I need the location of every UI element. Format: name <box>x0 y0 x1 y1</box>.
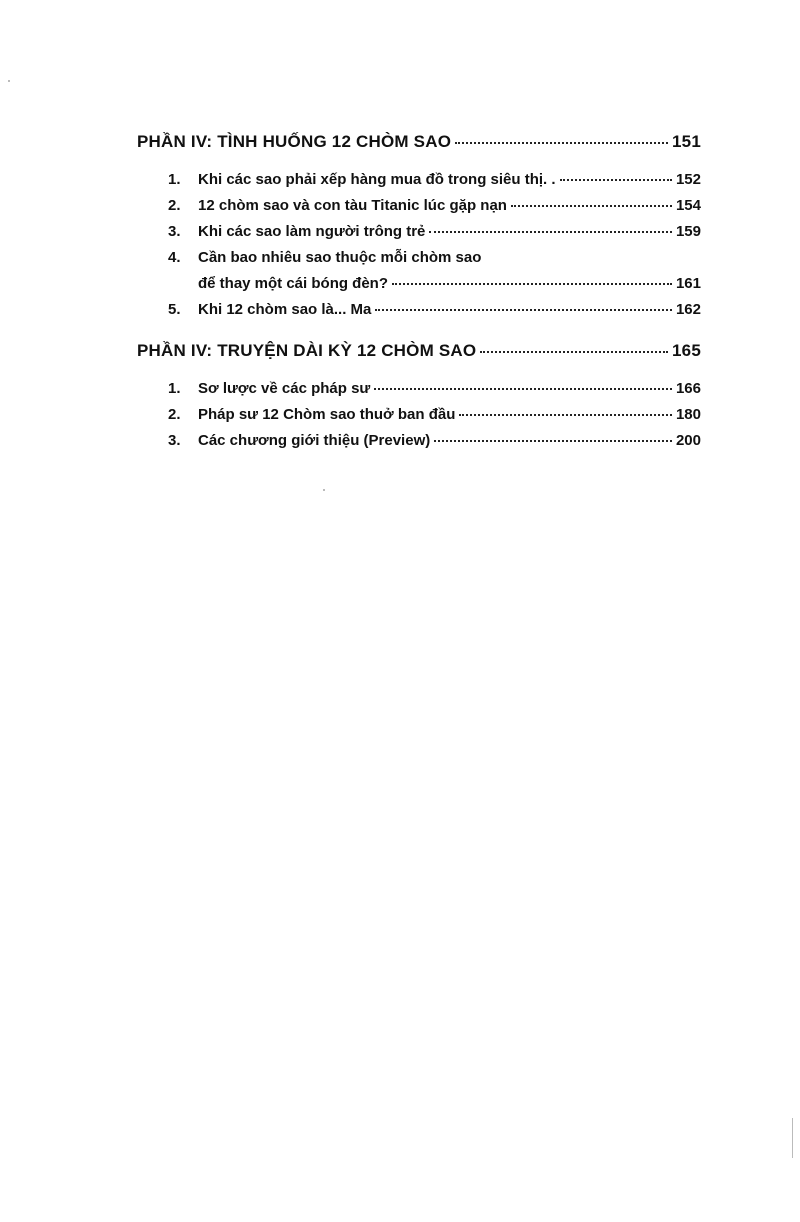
toc-entry <box>168 406 701 423</box>
entry-page-number: 159 <box>675 223 701 240</box>
section-page-number: 165 <box>672 341 701 360</box>
entry-title: Các chương giới thiệu (Preview) <box>198 432 431 449</box>
entry-title: Khi các sao làm người trông trẻ <box>198 223 426 240</box>
entry-page-number: 162 <box>675 301 701 318</box>
dot-leader <box>480 349 668 353</box>
entry-number: 5. <box>168 301 181 318</box>
scan-speck <box>8 80 10 82</box>
toc-entry <box>168 380 701 397</box>
entry-title: Khi 12 chòm sao là... Ma <box>198 301 372 318</box>
entry-title: Sơ lược về các pháp sư <box>198 380 371 397</box>
entry-title: 12 chòm sao và con tàu Titanic lúc gặp nạn <box>198 197 507 214</box>
entry-number: 3. <box>168 432 181 449</box>
toc-section-heading <box>137 132 701 152</box>
dot-leader <box>459 412 672 416</box>
entry-number: 2. <box>168 406 181 423</box>
entry-page-number: 180 <box>675 406 701 423</box>
section-title: PHẦN IV: TÌNH HUỐNG 12 CHÒM SAO <box>137 132 452 151</box>
toc-entry-second-line <box>198 275 701 292</box>
toc-section-heading <box>137 341 701 361</box>
toc-entry-first-line <box>168 249 701 266</box>
toc-entry <box>168 432 701 449</box>
entry-number: 4. <box>168 249 181 266</box>
entry-page-number: 200 <box>675 432 701 449</box>
section-title: PHẦN IV: TRUYỆN DÀI KỲ 12 CHÒM SAO <box>137 341 477 360</box>
dot-leader <box>392 281 672 285</box>
scan-edge-mark <box>792 1118 793 1158</box>
toc-entry <box>168 301 701 318</box>
entry-page-number: 154 <box>675 197 701 214</box>
entry-title: Khi các sao phải xếp hàng mua đồ trong siêu thị. . <box>198 171 556 188</box>
entry-title: để thay một cái bóng đèn? <box>198 275 389 292</box>
entry-page-number: 152 <box>675 171 701 188</box>
entry-number: 3. <box>168 223 181 240</box>
entry-title: Pháp sư 12 Chòm sao thuở ban đầu <box>198 406 456 423</box>
section-page-number: 151 <box>672 132 701 151</box>
dot-leader <box>560 177 672 181</box>
toc-entry <box>168 171 701 188</box>
dot-leader <box>374 386 672 390</box>
dot-leader <box>434 438 672 442</box>
toc-entry <box>168 197 701 214</box>
entry-number: 1. <box>168 380 181 397</box>
entry-page-number: 161 <box>675 275 701 292</box>
entry-title-line1: Cần bao nhiêu sao thuộc mỗi chòm sao <box>198 249 482 266</box>
entry-page-number: 166 <box>675 380 701 397</box>
dot-leader <box>511 203 672 207</box>
dot-leader <box>455 140 668 144</box>
scan-speck <box>323 489 325 491</box>
dot-leader <box>429 229 672 233</box>
entry-number: 2. <box>168 197 181 214</box>
toc-entry <box>168 223 701 240</box>
entry-number: 1. <box>168 171 181 188</box>
dot-leader <box>375 307 672 311</box>
